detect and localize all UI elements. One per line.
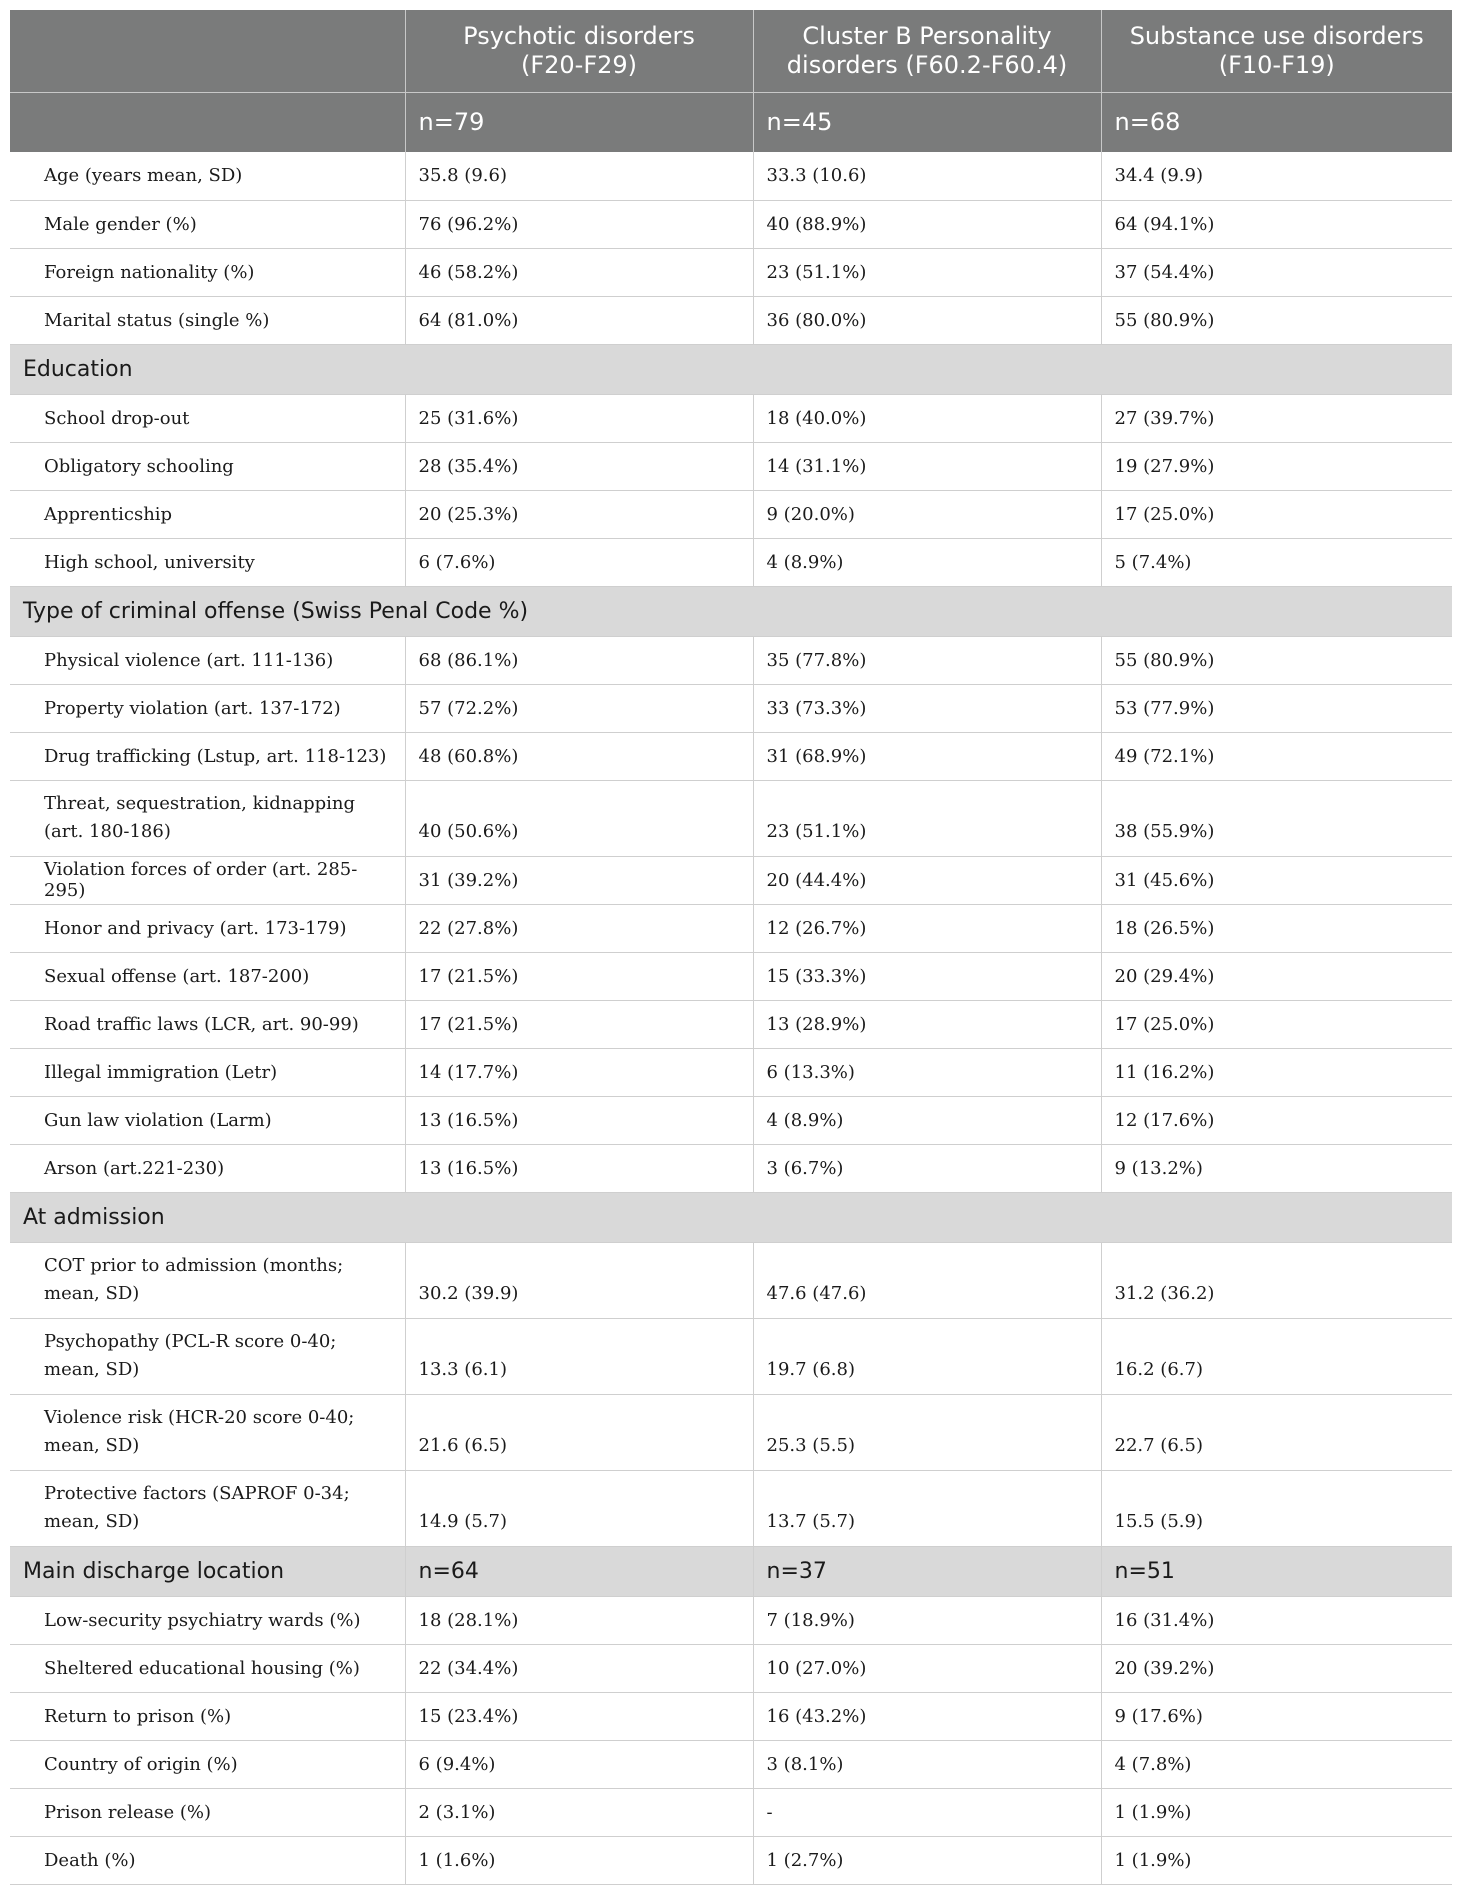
row-value: 37 (54.4%) — [1101, 248, 1452, 296]
row-value: 31 (68.9%) — [753, 732, 1101, 780]
table-row — [10, 780, 1452, 856]
section-discharge — [10, 1546, 1452, 1596]
row-label: Return to prison (%) — [10, 1692, 405, 1740]
row-value: 14 (17.7%) — [405, 1048, 753, 1096]
row-value: 19 (27.9%) — [1101, 442, 1452, 490]
section-title: Type of criminal offense (Swiss Penal Code %) — [10, 586, 1452, 636]
row-value: 13 (16.5%) — [405, 1096, 753, 1144]
discharge-n: n=51 — [1101, 1546, 1452, 1596]
row-label: Sexual offense (art. 187-200) — [10, 952, 405, 1000]
row-label: COT prior to admission (months; mean, SD) — [10, 1242, 405, 1318]
table-row — [10, 296, 1452, 344]
header-n-cluster-b: n=45 — [753, 92, 1101, 152]
row-value: 68 (86.1%) — [405, 636, 753, 684]
row-value: 28 (35.4%) — [405, 442, 753, 490]
row-value: 55 (80.9%) — [1101, 296, 1452, 344]
row-value: 49 (72.1%) — [1101, 732, 1452, 780]
row-value: 13.7 (5.7) — [753, 1470, 1101, 1546]
row-value: 22.7 (6.5) — [1101, 1394, 1452, 1470]
row-label: Violence risk (HCR-20 score 0-40; mean, SD) — [10, 1394, 405, 1470]
row-label: Protective factors (SAPROF 0-34; mean, SD) — [10, 1470, 405, 1546]
table-row — [10, 248, 1452, 296]
table-row — [10, 1692, 1452, 1740]
table-row — [10, 152, 1452, 200]
row-label: Threat, sequestration, kidnapping (art. 180-186) — [10, 780, 405, 856]
header-n-substance: n=68 — [1101, 92, 1452, 152]
row-value: 33.3 (10.6) — [753, 152, 1101, 200]
header-n-psychotic: n=79 — [405, 92, 753, 152]
row-value: 3 (8.1%) — [753, 1740, 1101, 1788]
row-value: 6 (9.4%) — [405, 1740, 753, 1788]
table-row — [10, 394, 1452, 442]
section-title: Main discharge location — [10, 1546, 405, 1596]
demographics-table — [10, 10, 1452, 1885]
row-value: 15.5 (5.9) — [1101, 1470, 1452, 1546]
row-value: 17 (25.0%) — [1101, 490, 1452, 538]
row-value: 21.6 (6.5) — [405, 1394, 753, 1470]
table-row — [10, 1470, 1452, 1546]
header-cell-blank — [10, 10, 405, 92]
row-value: 36 (80.0%) — [753, 296, 1101, 344]
row-value: 55 (80.9%) — [1101, 636, 1452, 684]
row-value: 13 (16.5%) — [405, 1144, 753, 1192]
row-value: 13 (28.9%) — [753, 1000, 1101, 1048]
row-value: 35 (77.8%) — [753, 636, 1101, 684]
row-value: 27 (39.7%) — [1101, 394, 1452, 442]
row-label: Age (years mean, SD) — [10, 152, 405, 200]
row-value: 38 (55.9%) — [1101, 780, 1452, 856]
row-value: 23 (51.1%) — [753, 248, 1101, 296]
row-value: 23 (51.1%) — [753, 780, 1101, 856]
header-cell-psychotic: Psychotic disorders (F20-F29) — [405, 10, 753, 92]
row-label: Country of origin (%) — [10, 1740, 405, 1788]
row-value: 31 (39.2%) — [405, 856, 753, 904]
table-row — [10, 442, 1452, 490]
row-label: Sheltered educational housing (%) — [10, 1644, 405, 1692]
row-label: Obligatory schooling — [10, 442, 405, 490]
row-label: Drug trafficking (Lstup, art. 118-123) — [10, 732, 405, 780]
table-row — [10, 200, 1452, 248]
row-value: - — [753, 1788, 1101, 1836]
table-row — [10, 538, 1452, 586]
row-value: 46 (58.2%) — [405, 248, 753, 296]
row-value: 9 (17.6%) — [1101, 1692, 1452, 1740]
row-value: 15 (23.4%) — [405, 1692, 753, 1740]
table-row — [10, 1788, 1452, 1836]
row-value: 35.8 (9.6) — [405, 152, 753, 200]
row-value: 7 (18.9%) — [753, 1596, 1101, 1644]
row-value: 25.3 (5.5) — [753, 1394, 1101, 1470]
table-row — [10, 1318, 1452, 1394]
row-value: 1 (2.7%) — [753, 1836, 1101, 1884]
row-value: 40 (88.9%) — [753, 200, 1101, 248]
row-value: 20 (29.4%) — [1101, 952, 1452, 1000]
row-value: 17 (21.5%) — [405, 952, 753, 1000]
row-value: 16 (43.2%) — [753, 1692, 1101, 1740]
header-cell-substance: Substance use disorders (F10-F19) — [1101, 10, 1452, 92]
header-row — [10, 10, 1452, 92]
row-label: High school, university — [10, 538, 405, 586]
row-value: 18 (26.5%) — [1101, 904, 1452, 952]
row-label: Male gender (%) — [10, 200, 405, 248]
row-value: 76 (96.2%) — [405, 200, 753, 248]
row-value: 31 (45.6%) — [1101, 856, 1452, 904]
table-row — [10, 732, 1452, 780]
section-title: Education — [10, 344, 1452, 394]
header-n-blank — [10, 92, 405, 152]
row-value: 30.2 (39.9) — [405, 1242, 753, 1318]
row-label: Apprenticship — [10, 490, 405, 538]
row-value: 4 (7.8%) — [1101, 1740, 1452, 1788]
table-row — [10, 1740, 1452, 1788]
row-label: Foreign nationality (%) — [10, 248, 405, 296]
row-value: 1 (1.6%) — [405, 1836, 753, 1884]
row-label: Psychopathy (PCL-R score 0-40; mean, SD) — [10, 1318, 405, 1394]
table-row — [10, 636, 1452, 684]
row-value: 3 (6.7%) — [753, 1144, 1101, 1192]
row-value: 10 (27.0%) — [753, 1644, 1101, 1692]
row-value: 5 (7.4%) — [1101, 538, 1452, 586]
table-row — [10, 684, 1452, 732]
row-value: 12 (26.7%) — [753, 904, 1101, 952]
row-label: Arson (art.221-230) — [10, 1144, 405, 1192]
row-value: 9 (20.0%) — [753, 490, 1101, 538]
row-value: 20 (39.2%) — [1101, 1644, 1452, 1692]
row-value: 40 (50.6%) — [405, 780, 753, 856]
row-value: 17 (25.0%) — [1101, 1000, 1452, 1048]
row-label: Low-security psychiatry wards (%) — [10, 1596, 405, 1644]
table-row — [10, 490, 1452, 538]
row-value: 13.3 (6.1) — [405, 1318, 753, 1394]
row-value: 1 (1.9%) — [1101, 1788, 1452, 1836]
table-container — [10, 10, 1452, 1885]
row-label: Marital status (single %) — [10, 296, 405, 344]
table-row — [10, 1596, 1452, 1644]
row-value: 16.2 (6.7) — [1101, 1318, 1452, 1394]
table-row — [10, 1000, 1452, 1048]
row-label: Property violation (art. 137-172) — [10, 684, 405, 732]
header-n-row — [10, 92, 1452, 152]
section-offense — [10, 586, 1452, 636]
table-row — [10, 1242, 1452, 1318]
table-row — [10, 1096, 1452, 1144]
table-row — [10, 1144, 1452, 1192]
row-value: 14.9 (5.7) — [405, 1470, 753, 1546]
row-value: 64 (94.1%) — [1101, 200, 1452, 248]
table-row — [10, 1644, 1452, 1692]
row-value: 4 (8.9%) — [753, 538, 1101, 586]
discharge-n: n=64 — [405, 1546, 753, 1596]
row-value: 9 (13.2%) — [1101, 1144, 1452, 1192]
row-value: 31.2 (36.2) — [1101, 1242, 1452, 1318]
row-value: 1 (1.9%) — [1101, 1836, 1452, 1884]
section-admission — [10, 1192, 1452, 1242]
header-cell-cluster-b: Cluster B Personality disorders (F60.2-F60.4) — [753, 10, 1101, 92]
row-label: Gun law violation (Larm) — [10, 1096, 405, 1144]
row-label: Death (%) — [10, 1836, 405, 1884]
row-label: Prison release (%) — [10, 1788, 405, 1836]
row-value: 6 (13.3%) — [753, 1048, 1101, 1096]
table-row — [10, 1048, 1452, 1096]
row-value: 4 (8.9%) — [753, 1096, 1101, 1144]
table-row — [10, 952, 1452, 1000]
section-title: At admission — [10, 1192, 1452, 1242]
row-value: 53 (77.9%) — [1101, 684, 1452, 732]
row-value: 33 (73.3%) — [753, 684, 1101, 732]
row-value: 48 (60.8%) — [405, 732, 753, 780]
row-value: 57 (72.2%) — [405, 684, 753, 732]
section-education — [10, 344, 1452, 394]
table-row — [10, 856, 1452, 904]
row-value: 18 (28.1%) — [405, 1596, 753, 1644]
row-value: 12 (17.6%) — [1101, 1096, 1452, 1144]
row-label: School drop-out — [10, 394, 405, 442]
table-row — [10, 1836, 1452, 1884]
row-value: 16 (31.4%) — [1101, 1596, 1452, 1644]
row-value: 18 (40.0%) — [753, 394, 1101, 442]
row-value: 22 (27.8%) — [405, 904, 753, 952]
row-value: 25 (31.6%) — [405, 394, 753, 442]
row-value: 17 (21.5%) — [405, 1000, 753, 1048]
row-value: 20 (25.3%) — [405, 490, 753, 538]
row-label: Honor and privacy (art. 173-179) — [10, 904, 405, 952]
row-value: 34.4 (9.9) — [1101, 152, 1452, 200]
row-value: 19.7 (6.8) — [753, 1318, 1101, 1394]
row-value: 20 (44.4%) — [753, 856, 1101, 904]
row-label: Illegal immigration (Letr) — [10, 1048, 405, 1096]
row-value: 11 (16.2%) — [1101, 1048, 1452, 1096]
row-value: 2 (3.1%) — [405, 1788, 753, 1836]
table-row — [10, 904, 1452, 952]
discharge-n: n=37 — [753, 1546, 1101, 1596]
row-value: 47.6 (47.6) — [753, 1242, 1101, 1318]
row-value: 14 (31.1%) — [753, 442, 1101, 490]
table-row — [10, 1394, 1452, 1470]
row-label: Violation forces of order (art. 285-295) — [10, 856, 405, 904]
row-value: 22 (34.4%) — [405, 1644, 753, 1692]
row-label: Road traffic laws (LCR, art. 90-99) — [10, 1000, 405, 1048]
row-value: 6 (7.6%) — [405, 538, 753, 586]
row-label: Physical violence (art. 111-136) — [10, 636, 405, 684]
row-value: 15 (33.3%) — [753, 952, 1101, 1000]
row-value: 64 (81.0%) — [405, 296, 753, 344]
